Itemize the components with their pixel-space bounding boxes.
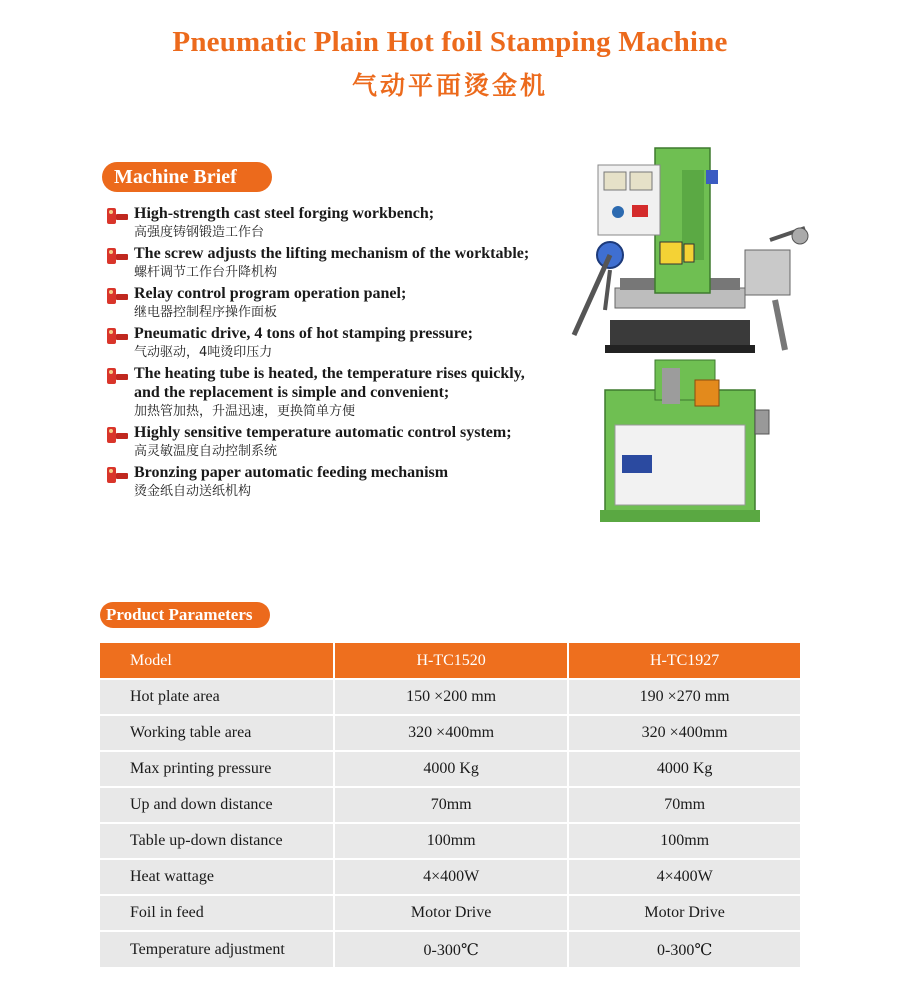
feature-text-en: Relay control program operation panel; <box>134 285 407 302</box>
header-model-2: H-TC1927 <box>568 643 800 679</box>
param-name: Max printing pressure <box>100 751 334 787</box>
param-name: Table up-down distance <box>100 823 334 859</box>
stamp-icon <box>104 246 130 266</box>
feature-text-en: High-strength cast steel forging workbench; <box>134 205 435 222</box>
param-value-2: 0-300℃ <box>568 931 800 967</box>
parameters-table <box>100 643 800 967</box>
feature-item <box>104 204 584 242</box>
feature-text-en: Pneumatic drive, 4 tons of hot stamping pressure; <box>134 325 473 342</box>
feature-text-en: The heating tube is heated, the temperature rises quickly, <box>134 365 525 382</box>
param-value-2: 100mm <box>568 823 800 859</box>
table-header-row <box>100 643 800 679</box>
stamp-icon <box>104 465 130 485</box>
feature-item <box>104 284 584 322</box>
param-value-1: 0-300℃ <box>334 931 568 967</box>
feature-item <box>104 423 584 461</box>
feature-text-en: Highly sensitive temperature automatic control system; <box>134 424 512 441</box>
feature-item <box>104 364 584 421</box>
feature-item <box>104 244 584 282</box>
param-value-1: 150 ×200 mm <box>334 679 568 715</box>
feature-item <box>104 324 584 362</box>
param-name: Heat wattage <box>100 859 334 895</box>
feature-list <box>104 204 584 503</box>
param-value-2: 320 ×400mm <box>568 715 800 751</box>
param-value-2: 4×400W <box>568 859 800 895</box>
param-name: Foil in feed <box>100 895 334 931</box>
param-value-1: 4000 Kg <box>334 751 568 787</box>
feature-text-cn: 气动驱动，4吨烫印压力 <box>134 345 273 360</box>
header-model-1: H-TC1520 <box>334 643 568 679</box>
stamp-icon <box>104 366 130 386</box>
stamp-icon <box>104 326 130 346</box>
feature-text-en: The screw adjusts the lifting mechanism of the worktable; <box>134 245 530 262</box>
table-row <box>100 931 800 967</box>
param-name: Up and down distance <box>100 787 334 823</box>
table-row <box>100 751 800 787</box>
table-row <box>100 787 800 823</box>
feature-text-cn: 加热管加热，升温迅速，更换简单方便 <box>134 404 356 419</box>
param-value-1: Motor Drive <box>334 895 568 931</box>
feature-text-cn: 烫金纸自动送纸机构 <box>134 484 252 499</box>
param-value-2: Motor Drive <box>568 895 800 931</box>
feature-text-en: Bronzing paper automatic feeding mechanism <box>134 464 449 481</box>
table-row <box>100 859 800 895</box>
feature-text-cn: 高灵敏温度自动控制系统 <box>134 444 278 459</box>
feature-text-en-line2: and the replacement is simple and convenient; <box>134 384 450 401</box>
stamp-icon <box>104 286 130 306</box>
feature-text-cn: 螺杆调节工作台升降机构 <box>134 265 278 280</box>
param-name: Hot plate area <box>100 679 334 715</box>
param-value-2: 190 ×270 mm <box>568 679 800 715</box>
param-value-1: 4×400W <box>334 859 568 895</box>
param-value-1: 70mm <box>334 787 568 823</box>
param-value-1: 320 ×400mm <box>334 715 568 751</box>
table-row <box>100 679 800 715</box>
table-row <box>100 895 800 931</box>
feature-text-cn: 继电器控制程序操作面板 <box>134 305 278 320</box>
page-title: Pneumatic Plain Hot foil Stamping Machine <box>172 26 728 58</box>
machine-image <box>560 140 820 530</box>
page-title-cn: 气动平面烫金机 <box>351 71 548 100</box>
table-row <box>100 823 800 859</box>
machine-brief-label: Machine Brief <box>102 162 272 192</box>
param-value-2: 70mm <box>568 787 800 823</box>
param-value-1: 100mm <box>334 823 568 859</box>
param-value-2: 4000 Kg <box>568 751 800 787</box>
stamp-icon <box>104 425 130 445</box>
table-row <box>100 715 800 751</box>
product-parameters-label: Product Parameters <box>100 602 270 628</box>
param-name: Working table area <box>100 715 334 751</box>
header-model: Model <box>100 643 334 679</box>
feature-text-cn: 高强度铸钢锻造工作台 <box>134 225 265 240</box>
stamp-icon <box>104 206 130 226</box>
feature-item <box>104 463 584 501</box>
param-name: Temperature adjustment <box>100 931 334 967</box>
